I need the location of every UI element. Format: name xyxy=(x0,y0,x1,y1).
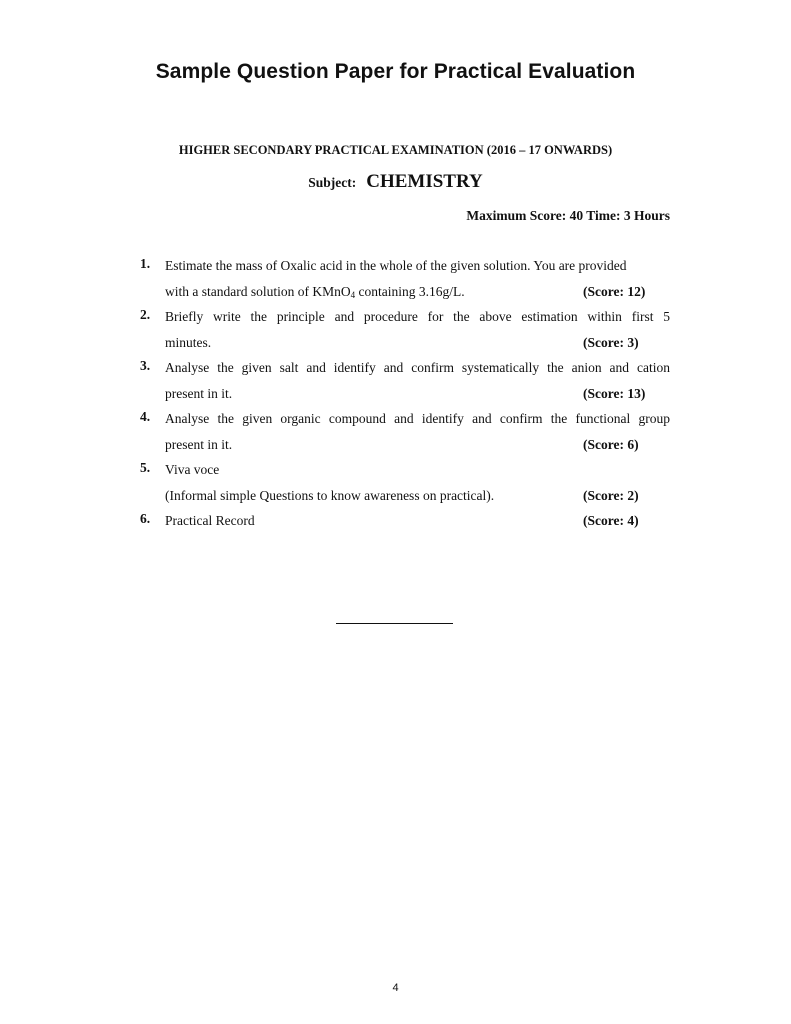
question-score: (Score: 13) xyxy=(583,385,646,401)
question-item xyxy=(140,409,670,460)
question-text-line: Analyse the given salt and identify and confirm systematically the anion and cation xyxy=(165,360,670,375)
question-text-line: minutes. (Score: 3) xyxy=(165,333,670,359)
end-of-paper-rule xyxy=(336,623,453,624)
question-score: (Score: 6) xyxy=(583,436,639,452)
subscript: 4 xyxy=(350,289,356,300)
question-item xyxy=(140,511,670,537)
question-number: 2. xyxy=(140,307,151,322)
question-number: 6. xyxy=(140,511,151,526)
subject-label: Subject: xyxy=(308,175,357,190)
page-title: Sample Question Paper for Practical Evaluation xyxy=(155,60,636,83)
question-score: (Score: 3) xyxy=(583,334,639,350)
question-score: (Score: 12) xyxy=(583,283,646,299)
question-text-line: present in it. (Score: 6) xyxy=(165,435,670,461)
question-list xyxy=(140,256,670,537)
page-number: 4 xyxy=(392,982,399,994)
question-text-line: (Informal simple Questions to know awareness on practical). (Score: 2) xyxy=(165,486,670,512)
question-item xyxy=(140,256,670,307)
question-number: 4. xyxy=(140,409,151,424)
question-item xyxy=(140,460,670,511)
question-text-line: Viva voce xyxy=(165,462,220,477)
question-text-line: Analyse the given organic compound and identify and confirm the functional group xyxy=(165,411,670,426)
question-number: 3. xyxy=(140,358,151,373)
question-text-line: present in it. (Score: 13) xyxy=(165,384,670,410)
question-text-line: Briefly write the principle and procedure for the above estimation within first 5 xyxy=(165,309,670,324)
question-score: (Score: 4) xyxy=(583,513,639,528)
score-and-time: Maximum Score: 40 Time: 3 Hours xyxy=(466,208,670,223)
question-score: (Score: 2) xyxy=(583,487,639,503)
subject-line xyxy=(0,171,791,193)
subject-name: CHEMISTRY xyxy=(366,171,483,192)
question-text-line: Practical Record (Score: 4) xyxy=(165,511,670,537)
question-number: 5. xyxy=(140,460,151,475)
question-item xyxy=(140,358,670,409)
question-text-line: with a standard solution of KMnO$_4$ containing 3.16g/L. (Score: 12) xyxy=(165,283,646,300)
question-item xyxy=(140,307,670,358)
question-number: 1. xyxy=(140,256,151,271)
exam-heading: HIGHER SECONDARY PRACTICAL EXAMINATION (2016 – 17 ONWARDS) xyxy=(178,143,613,157)
question-text-line: Estimate the mass of Oxalic acid in the whole of the given solution. You are provided xyxy=(165,258,627,273)
